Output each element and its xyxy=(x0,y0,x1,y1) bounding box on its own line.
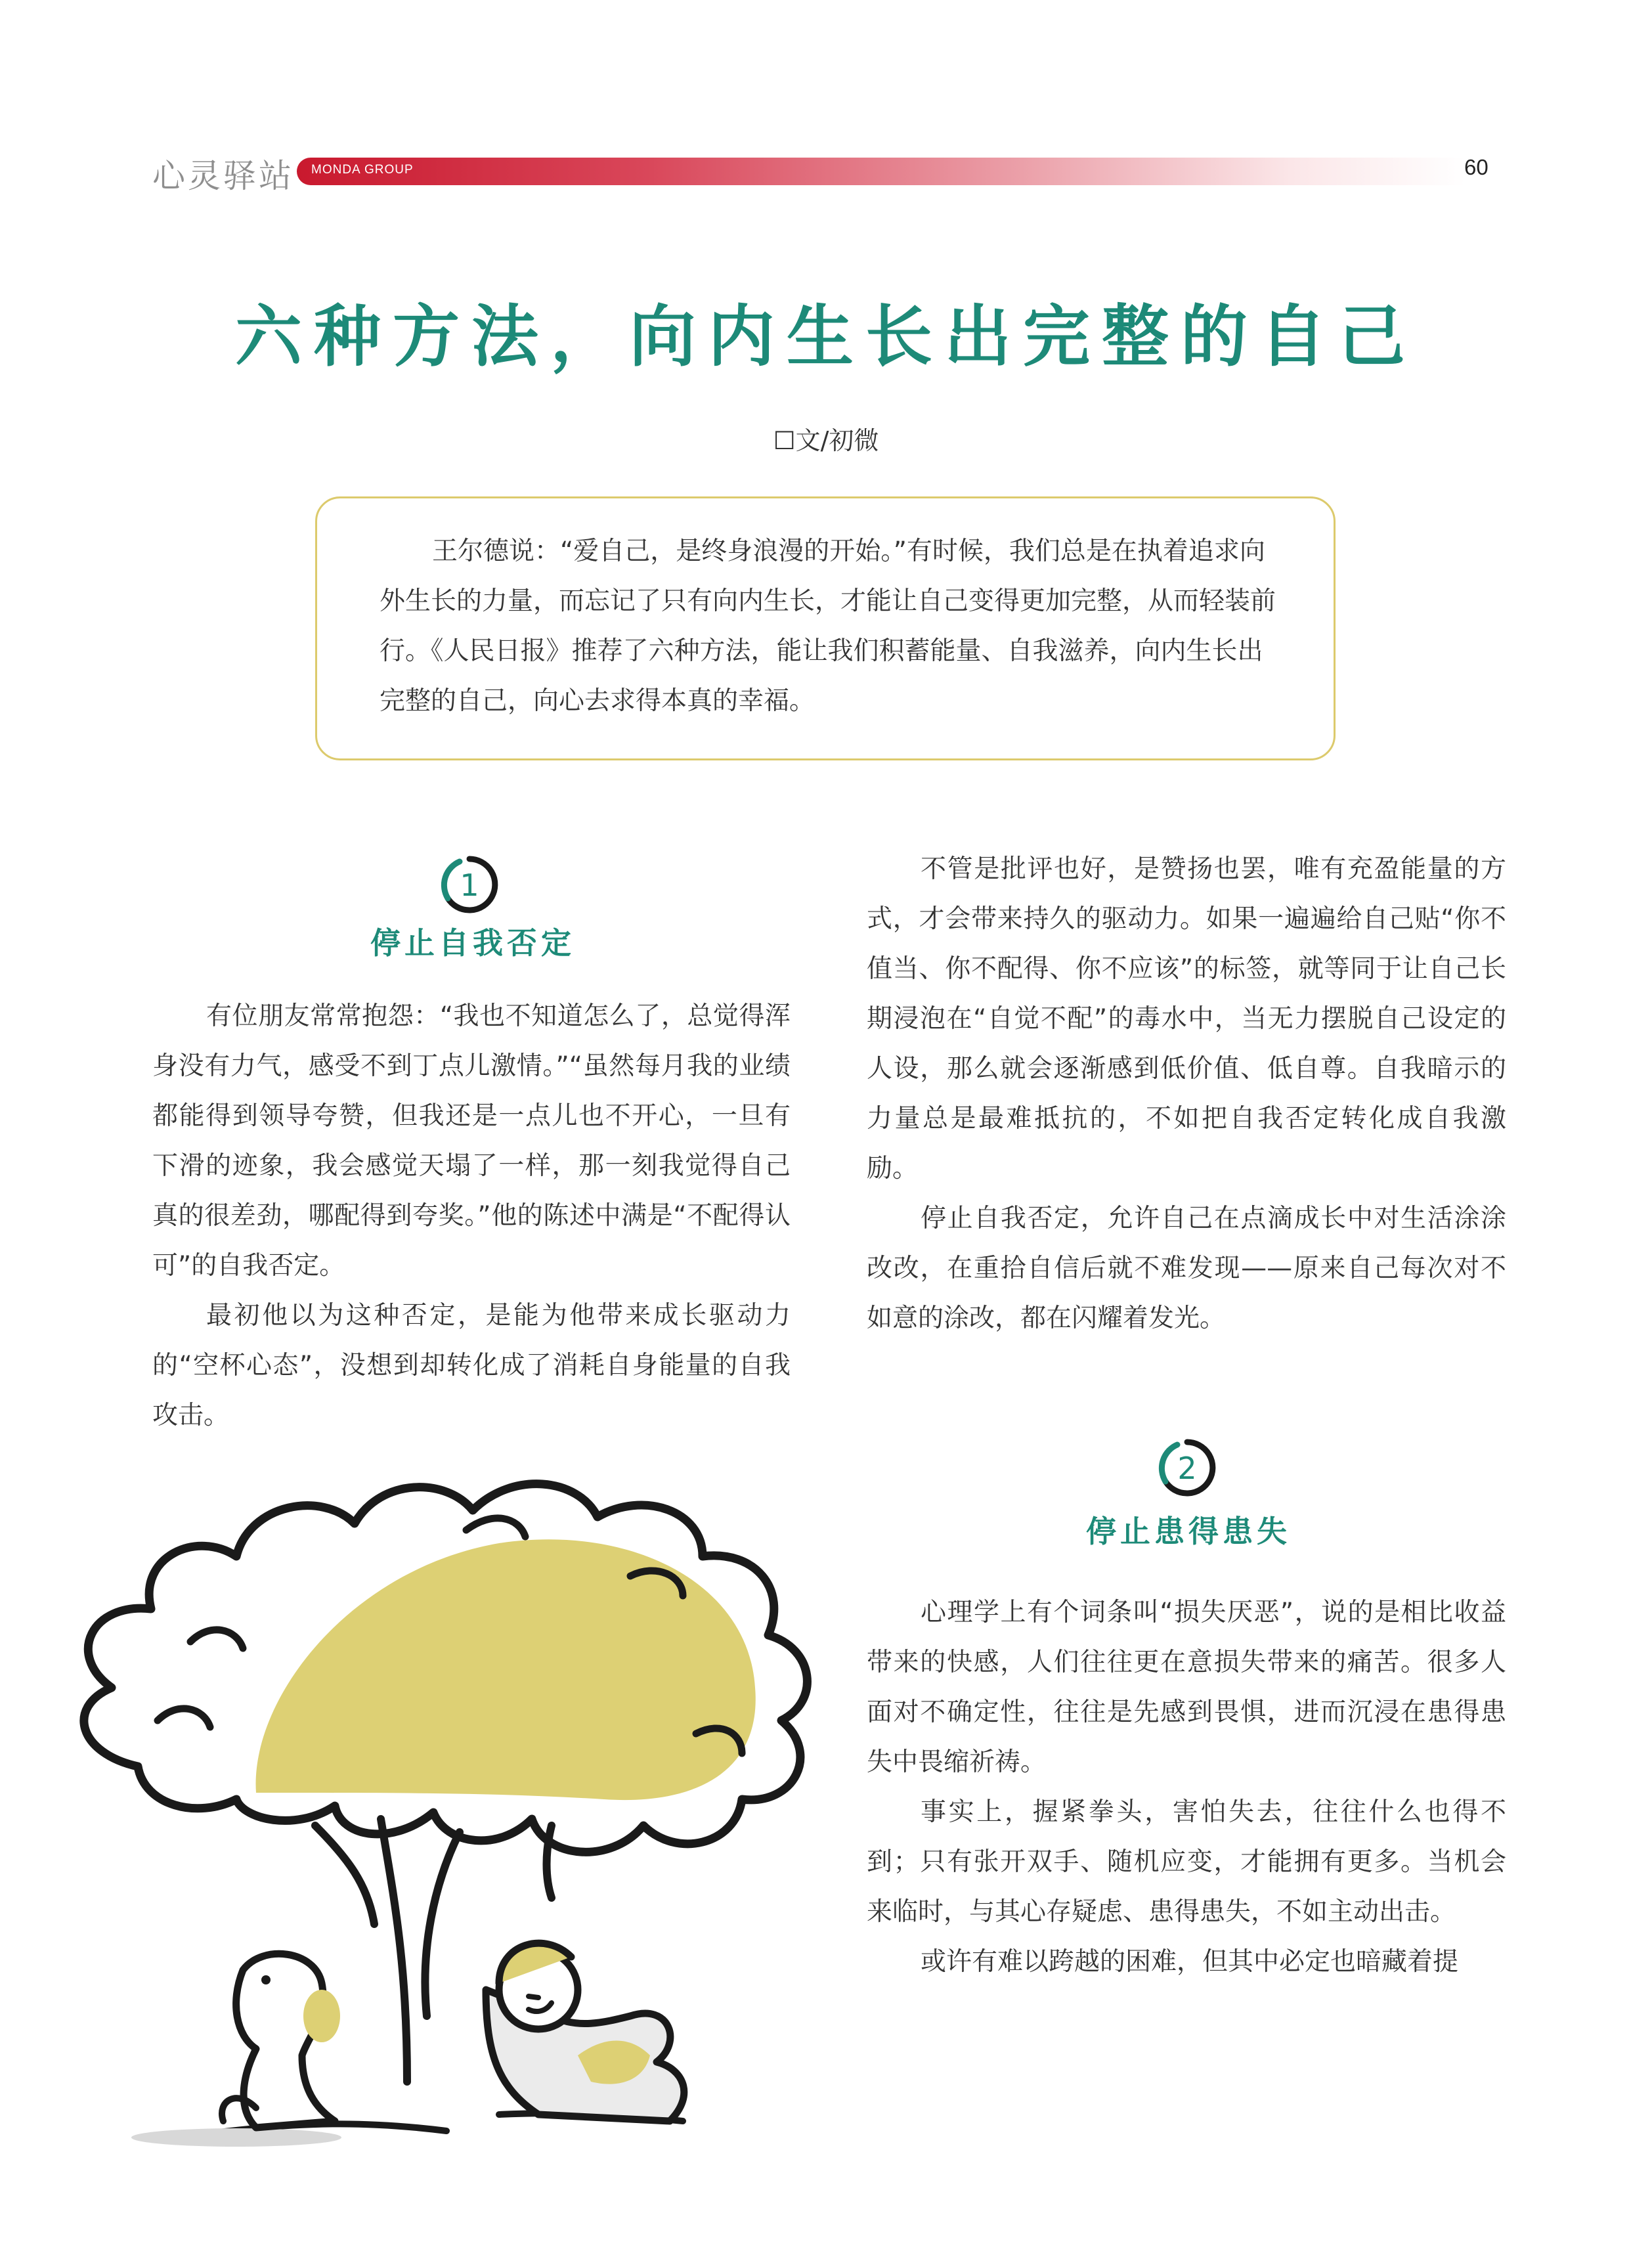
article-title: 六种方法，向内生长出完整的自己 xyxy=(235,297,1417,376)
section-name: 心灵驿站 xyxy=(152,157,294,195)
header-bar xyxy=(297,158,1466,185)
dog-figure xyxy=(222,1954,340,2128)
section-2-text xyxy=(867,1588,1506,1987)
paragraph: 或许有难以跨越的困难，但其中必定也暗藏着提 xyxy=(921,1947,1459,1977)
section-1-right-text xyxy=(867,844,1506,1344)
intro-text: 王尔德说：“爱自己，是终身浪漫的开始。”有时候，我们总是在执着追求向外生长的力量，而忘记了只有向内生长，才能让自己变得更加完整，从而轻装前行。《人民日报》推荐了六种方法，能让我们积蓄能量、自我滋养，向内生长出完整的自己，向心去求得本真的幸福。 xyxy=(380,537,1276,716)
paragraph: 不管是批评也好，是赞扬也罢，唯有充盈能量的方式，才会带来持久的驱动力。如果一遍遍给自己贴“你不值当、你不配得、你不应该”的标签，就等同于让自己长期浸泡在“自觉不配”的毒水中，当无力摆脱自己设定的人设，那么就会逐渐感到低价值、低自尊。自我暗示的力量总是最难抵抗的，不如把自我否定转化成自我激励。 xyxy=(867,854,1506,1183)
section-1-left-text xyxy=(152,992,791,1441)
tree-illustration xyxy=(39,1425,854,2167)
paragraph: 事实上，握紧拳头，害怕失去，往往什么也得不到；只有张开双手、随机应变，才能拥有更多。当机会来临时，与其心存疑虑、患得患失，不如主动出击。 xyxy=(867,1797,1506,1927)
person-figure xyxy=(486,1943,684,2121)
section-2-title: 停止患得患失 xyxy=(1086,1514,1291,1549)
paragraph: 停止自我否定，允许自己在点滴成长中对生活涂涂改改，在重拾自信后就不难发现——原来自己每次对不如意的涂改，都在闪耀着发光。 xyxy=(867,1204,1506,1333)
page-number: 60 xyxy=(1464,155,1489,179)
paragraph: 有位朋友常常抱怨：“我也不知道怎么了，总觉得浑身没有力气，感受不到丁点儿激情。”“虽然每月我的业绩都能得到领导夸赞，但我还是一点儿也不开心，一旦有下滑的迹象，我会感觉天塌了一样，那一刻我觉得自己真的很差劲，哪配得到夸奖。”他的陈述中满是“不配得认可”的自我否定。 xyxy=(152,1001,791,1281)
paragraph: 最初他以为这种否定，是能为他带来成长驱动力的“空杯心态”，没想到却转化成了消耗自身能量的自我攻击。 xyxy=(152,1301,791,1430)
number-2-icon xyxy=(1158,1438,1217,1497)
number-1-glyph: 1 xyxy=(460,867,479,903)
paragraph: 心理学上有个词条叫“损失厌恶”，说的是相比收益带来的快感，人们往往更在意损失带来的痛苦。很多人面对不确定性，往往是先感到畏惧，进而沉浸在患得患失中畏缩祈祷。 xyxy=(867,1598,1506,1777)
number-1-icon xyxy=(440,855,499,914)
brand-label: MONDA GROUP xyxy=(311,163,414,177)
number-2-glyph: 2 xyxy=(1177,1451,1197,1486)
byline: ☐文/初微 xyxy=(773,426,879,455)
canopy-fill xyxy=(256,1539,756,1800)
section-1-title: 停止自我否定 xyxy=(370,925,575,961)
